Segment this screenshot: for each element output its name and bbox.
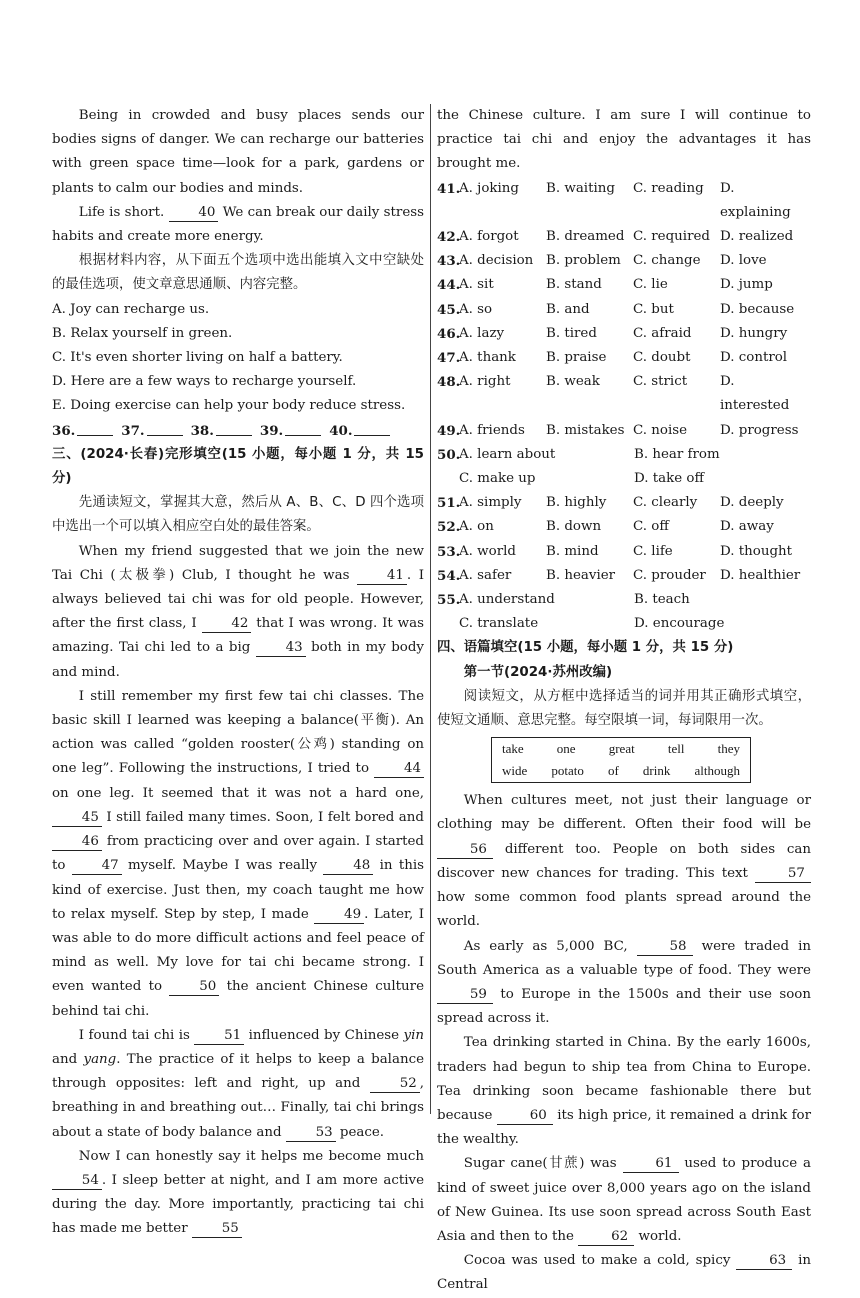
choice[interactable]: A. safer	[459, 567, 512, 583]
blank-60[interactable]: 60	[497, 1107, 553, 1125]
reading-paragraph: Life is short. 40 We can break our daily stress habits and create more energy.	[52, 204, 424, 245]
choice[interactable]: C. noise	[633, 422, 688, 438]
cloze-paragraph-4: Now I can honestly say it helps me become much 54 . I sleep better at night, and I am more active during the day. More importantly, practicing tai chi has made me better 55	[52, 1148, 424, 1237]
question-row	[437, 515, 811, 539]
question-row	[437, 249, 811, 273]
choice[interactable]: B. waiting	[546, 180, 615, 196]
choice[interactable]: C. afraid	[633, 325, 692, 341]
word-box-row: take one great tell they	[502, 741, 740, 757]
blank-61[interactable]: 61	[623, 1155, 679, 1173]
cloze-paragraph-2: I still remember my first few tai chi classes. The basic skill I learned was keeping a balance(平衡). An action was called “golden rooster(公鸡) standing on one leg”. Following the instructions, I tried to 44 on one leg. It seemed that it was not a hard one, 45 I still failed many times. Soon, I felt bored and 46 from practicing over and over again. I started to 47 myself. Maybe I was really 48 in this kind of exercise. Just then, my coach taught me how to relax myself. Step by step, I made 49 . Later, I was able to do more difficult actions and feel peace of mind as well. My love for tai chi became strong. I even wanted to 50 the ancient Chinese culture behind tai chi.	[52, 688, 424, 1019]
choice[interactable]: A. lazy	[459, 325, 505, 341]
question-number: 49.	[437, 422, 461, 439]
section-3-instructions: 先通读短文，掌握其大意，然后从 A、B、C、D 四个选项中选出一个可以填入相应空白处的最佳答案。	[52, 495, 424, 535]
question-list	[437, 177, 811, 443]
choice[interactable]: C. reading	[633, 180, 704, 196]
choice[interactable]: A. simply	[459, 495, 522, 511]
choice[interactable]: B. heavier	[546, 567, 616, 583]
blank-58[interactable]: 58	[637, 938, 693, 956]
choice[interactable]: D. hungry	[720, 325, 788, 341]
text-paragraph-4: Sugar cane(甘蔗) was 61 used to produce a kind of sweet juice over 8,000 years ago on the island of New Guinea. Its use soon spread across South East Asia and then to the 62 world.	[437, 1156, 811, 1244]
choice[interactable]: C. strict	[633, 374, 688, 390]
choice[interactable]: C. clearly	[633, 495, 698, 511]
question-row	[437, 177, 811, 225]
choice[interactable]: D. away	[720, 519, 774, 535]
cloze-continuation: the Chinese culture. I am sure I will continue to practice tai chi and enjoy the advantages it has brought me.	[437, 108, 811, 172]
choice[interactable]: D. realized	[720, 229, 794, 245]
blank-42[interactable]: 42	[202, 615, 252, 633]
answer-slot[interactable]	[216, 419, 252, 436]
section-3-title: 三、(2024·长春)完形填空(15 小题，每小题 1 分，共 15 分)	[52, 446, 424, 487]
choice[interactable]: D. love	[720, 253, 767, 269]
choice[interactable]: B. stand	[546, 277, 602, 293]
choice[interactable]: A. so	[459, 301, 493, 317]
blank-51[interactable]: 51	[194, 1027, 244, 1045]
choice[interactable]: A. understand	[459, 592, 555, 608]
choice[interactable]: A. right	[459, 374, 511, 390]
blank-43[interactable]: 43	[256, 639, 306, 657]
choice[interactable]: A. sit	[459, 277, 494, 293]
question-number: 51.	[437, 495, 461, 512]
question-number: 45.	[437, 301, 461, 318]
choice[interactable]: D. take off	[634, 471, 705, 487]
question-number: 53.	[437, 543, 461, 560]
choice[interactable]: D. healthier	[720, 567, 801, 583]
question-number: 46.	[437, 325, 461, 342]
question-number: 41.	[437, 180, 461, 197]
question-number: 48.	[437, 374, 461, 391]
choice[interactable]: C. required	[633, 229, 710, 245]
text-paragraph-5: Cocoa was used to make a cold, spicy 63 in Central	[437, 1253, 811, 1293]
answer-slot[interactable]	[285, 419, 321, 436]
question-row	[437, 491, 811, 515]
question-row	[437, 564, 811, 588]
blank-52[interactable]: 52	[370, 1075, 420, 1093]
question-number: 42.	[437, 229, 461, 246]
choice[interactable]: C. life	[633, 543, 673, 559]
question-row	[437, 225, 811, 249]
question-55-cont	[437, 612, 811, 636]
word-box-row: wide potato of drink although	[502, 763, 740, 779]
choice[interactable]: B. and	[546, 301, 590, 317]
choice[interactable]: B. highly	[546, 495, 607, 511]
choice[interactable]: B. praise	[546, 350, 607, 366]
question-number: 44.	[437, 277, 461, 294]
choice[interactable]: D. control	[720, 350, 788, 366]
choice[interactable]: A. forgot	[459, 229, 519, 245]
blank-48[interactable]: 48	[323, 857, 373, 875]
question-row	[437, 322, 811, 346]
question-number: 43.	[437, 253, 461, 270]
choice[interactable]: D. explaining	[720, 180, 791, 220]
question-number: 52.	[437, 519, 461, 536]
choice[interactable]: B. teach	[634, 592, 690, 608]
choice[interactable]: D. progress	[720, 422, 799, 438]
right-column	[437, 104, 811, 1298]
choice[interactable]: A. world	[459, 543, 516, 559]
blank-45[interactable]: 45	[52, 809, 102, 827]
section-4-instructions: 阅读短文，从方框中选择适当的词并用其正确形式填空，使短文通顺、意思完整。每空限填一词，每词限用一次。	[437, 688, 811, 729]
choice[interactable]: D. interested	[720, 374, 790, 414]
choice[interactable]: D. encourage	[634, 616, 725, 632]
option-b: B. Relax yourself in green.	[52, 325, 233, 341]
choice[interactable]: B. down	[546, 519, 602, 535]
question-row	[437, 370, 811, 418]
reading-paragraph: Being in crowded and busy places sends our bodies signs of danger. We can recharge our batteries with green space time—look for a park, gardens or plants to calm our bodies and minds.	[52, 108, 424, 196]
choice[interactable]: D. jump	[720, 277, 773, 293]
choice[interactable]: A. learn about	[459, 446, 556, 462]
text-paragraph-2: As early as 5,000 BC, 58 were traded in South America as a valuable type of food. They were 59 to Europe in the 1500s and their use soon spread across it.	[437, 938, 811, 1027]
blank-63[interactable]: 63	[736, 1252, 792, 1270]
choice[interactable]: B. dreamed	[546, 229, 625, 245]
option-d: D. Here are a few ways to recharge yourself.	[52, 374, 357, 390]
section-4-subtitle: 第一节(2024·苏州改编)	[463, 664, 613, 680]
blank-40[interactable]: 40	[169, 204, 219, 222]
question-row	[437, 273, 811, 297]
question-50-cont	[437, 467, 811, 491]
question-row	[437, 419, 811, 443]
choice[interactable]: D. deeply	[720, 495, 784, 511]
question-row	[437, 540, 811, 564]
choice[interactable]: B. mind	[546, 543, 599, 559]
choice[interactable]: B. tired	[546, 325, 597, 341]
blank-57[interactable]: 57	[755, 865, 811, 883]
choice[interactable]: B. hear from	[634, 446, 720, 462]
cloze-paragraph-1: When my friend suggested that we join the new Tai Chi (太极拳) Club, I thought he was 41 . I always believed tai chi was for old people. However, after the first class, I 42 that I was wrong. It was amazing. Tai chi led to a big 43 both in my body and mind.	[52, 543, 424, 680]
choice[interactable]: C. but	[633, 301, 674, 317]
choice[interactable]: C. off	[633, 519, 669, 535]
choice[interactable]: C. doubt	[633, 350, 691, 366]
blank-46[interactable]: 46	[52, 833, 102, 851]
blank-49[interactable]: 49	[314, 906, 364, 924]
blank-54[interactable]: 54	[52, 1172, 102, 1190]
instructions: 根据材料内容，从下面五个选项中选出能填入文中空缺处的最佳选项，使文章意思通顺、内容完整。	[52, 253, 424, 293]
cloze-paragraph-3: I found tai chi is 51 influenced by Chinese yin and yang. The practice of it helps to keep a balance through opposites: left and right, up and 52 , breathing in and breathing out… Finally, tai chi brings about a state of body balance and 53 peace.	[52, 1027, 424, 1140]
answer-blanks: 36. 37. 38. 39. 40.	[52, 419, 424, 443]
question-row	[437, 298, 811, 322]
answer-slot[interactable]	[77, 419, 113, 436]
choice[interactable]: D. thought	[720, 543, 793, 559]
choice[interactable]: B. problem	[546, 253, 621, 269]
question-50: 50. A. learn about B. hear from	[437, 443, 811, 467]
blank-53[interactable]: 53	[286, 1124, 336, 1142]
blank-50[interactable]: 50	[169, 978, 219, 996]
question-number: 47.	[437, 350, 461, 367]
blank-47[interactable]: 47	[72, 857, 122, 875]
choice[interactable]: B. weak	[546, 374, 600, 390]
option-a: A. Joy can recharge us.	[52, 301, 210, 317]
blank-41[interactable]: 41	[357, 567, 407, 585]
choice[interactable]: B. mistakes	[546, 422, 625, 438]
choice[interactable]: C. translate	[459, 616, 539, 632]
blank-55[interactable]: 55	[192, 1220, 242, 1238]
question-55: 55. A. understand B. teach	[437, 588, 811, 612]
text-paragraph-3: Tea drinking started in China. By the early 1600s, traders had begun to ship tea from China to Europe. Tea drinking soon became fashionable there but because 60 its high price, it remained a drink for the wealthy.	[437, 1035, 812, 1148]
option-c: C. It's even shorter living on half a battery.	[52, 350, 343, 366]
option-e: E. Doing exercise can help your body reduce stress.	[52, 398, 406, 414]
blank-59[interactable]: 59	[437, 986, 493, 1004]
question-row	[437, 346, 811, 370]
answer-slot[interactable]	[354, 419, 390, 436]
blank-62[interactable]: 62	[578, 1228, 634, 1246]
blank-44[interactable]: 44	[374, 760, 424, 778]
word-box	[491, 737, 751, 783]
choice[interactable]: C. lie	[633, 277, 668, 293]
choice[interactable]: C. prouder	[633, 567, 706, 583]
blank-56[interactable]: 56	[437, 841, 493, 859]
choice[interactable]: A. joking	[459, 180, 519, 196]
section-4-title: 四、语篇填空(15 小题，每小题 1 分，共 15 分)	[437, 640, 734, 656]
choice[interactable]: A. friends	[459, 422, 525, 438]
choice[interactable]: C. change	[633, 253, 701, 269]
choice[interactable]: D. because	[720, 301, 795, 317]
choice[interactable]: C. make up	[459, 471, 536, 487]
choice[interactable]: A. thank	[459, 350, 516, 366]
answer-slot[interactable]	[147, 419, 183, 436]
left-column	[52, 104, 424, 1242]
question-number: 54.	[437, 567, 461, 584]
text-paragraph-1: When cultures meet, not just their language or clothing may be different. Often their food will be 56 different too. People on both sides can discover new chances for trading. This text 57 how some common food plants spread around the world.	[437, 793, 811, 930]
column-divider	[430, 104, 431, 1114]
choice[interactable]: A. on	[459, 519, 494, 535]
choice[interactable]: A. decision	[459, 253, 534, 269]
question-list	[437, 491, 811, 588]
